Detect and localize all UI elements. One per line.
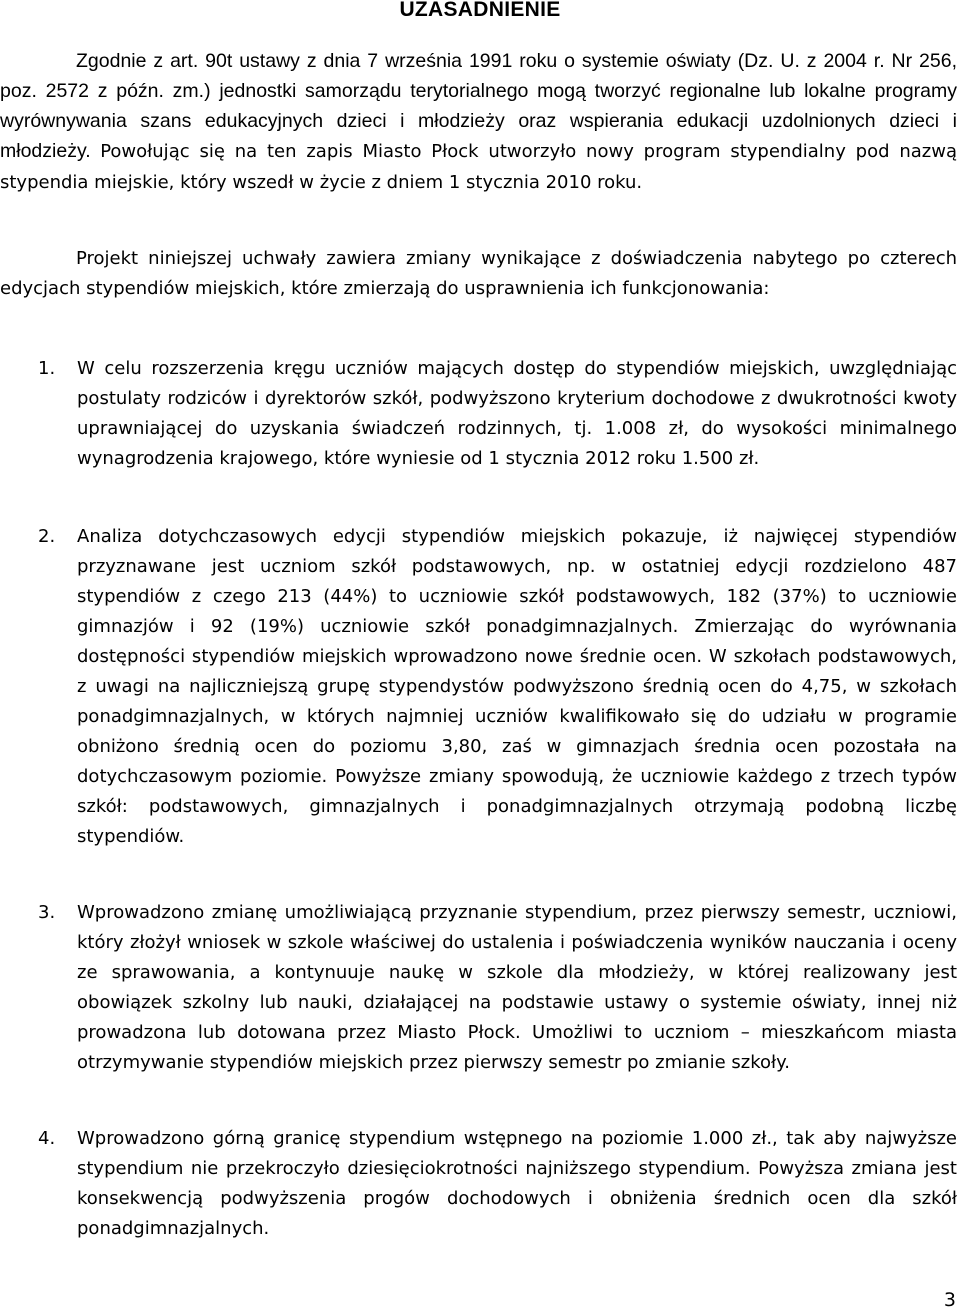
list-item-text: Wprowadzono zmianę umożliwiającą przyznanie stypendium, przez pierwszy semestr, uczniowi, który złożył wniosek w szkole właściwej do ustalenia i poświadczenia wyników nauczania i oceny ze sprawowania, a kontynuuje naukę w szkole dla młodzieży, w której realizowany jest obowiązek szkolny lub nauki, działającej na podstawie ustawy o systemie oświaty, innej niż prowadzona lub dotowana przez Miasto Płock. Umożliwi to uczniom – mieszkańcom miasta otrzymywanie stypendiów miejskich przez pierwszy semestr po zmianie szkoły.: [77, 902, 957, 1073]
list-item-text: Wprowadzono górną granicę stypendium wstępnego na poziomie 1.000 zł., tak aby najwyższe stypendium nie przekroczyło dziesięciokrotności najniższego stypendium. Powyższa zmiana jest konsekwencją podwyższenia progów dochodowych i obniżenia średnich ocen dla szkół ponadgimnazjalnych.: [77, 1128, 957, 1239]
intro-paragraph: [0, 46, 957, 198]
project-paragraph: [0, 244, 957, 304]
page-number: 3: [943, 1289, 956, 1311]
intro-program-text: Powołując się na ten zapis Miasto Płock utworzyło nowy program stypendialny pod nazwą stypendia miejskie, który wszedł w życie z dniem 1 stycznia 2010 roku.: [0, 141, 958, 193]
list-item-text: W celu rozszerzenia kręgu uczniów mających dostęp do stypendiów miejskich, uwzględniając postulaty rodziców i dyrektorów szkół, podwyższono kryterium dochodowe z dwukrotności kwoty uprawniającej do uzyskania świadczeń rodzinnych, tj. 1.008 zł, do wysokości minimalnego wynagrodzenia krajowego, które wyniesie od 1 stycznia 2012 roku 1.500 zł.: [77, 358, 957, 469]
list-item-number: 4.: [38, 1128, 56, 1149]
list-item: [0, 898, 957, 1078]
document-title: UZASADNIENIE: [399, 0, 561, 21]
intro-legal-basis-text: Zgodnie z art. 90t ustawy z dnia 7 września 1991 roku o systemie oświaty (Dz. U. z 2004 r. Nr 256, poz. 2572 z późn. zm.) jednostki samorządu terytorialnego mogą tworzyć regionalne lub lokalne programy wyrównywania szans edukacyjnych dzieci i młodzieży oraz wspierania edukacji uzdolnionych dzieci i młodzieży.: [0, 50, 957, 162]
list-item-number: 1.: [38, 358, 56, 379]
list-item: [0, 522, 957, 852]
list-item-text: Analiza dotychczasowych edycji stypendiów miejskich pokazuje, iż najwięcej stypendiów przyznawane jest uczniom szkół podstawowych, np. w ostatniej edycji rozdzielono 487 stypendiów z czego 213 (44%) to uczniowie szkół podstawowych, 182 (37%) to uczniowie gimnazjów i 92 (19%) uczniowie szkół ponadgimnazjalnych. Zmierzając do wyrównania dostępności stypendiów miejskich wprowadzono nowe średnie ocen. W szkołach podstawowych, z uwagi na najliczniejszą grupę stypendystów podwyższono średnią ocen do 4,75, w szkołach ponadgimnazjalnych, w których najmniej uczniów kwalifikowało się do udziału w programie obniżono średnią ocen do poziomu 3,80, zaś w gimnazjach średnia ocen pozostała na dotychczasowym poziomie. Powyższe zmiany spowodują, że uczniowie każdego z trzech typów szkół: podstawowych, gimnazjalnych i ponadgimnazjalnych otrzymają podobną liczbę stypendiów.: [77, 526, 957, 847]
list-item: [0, 1124, 957, 1244]
list-item-number: 2.: [38, 526, 56, 547]
project-paragraph-text: Projekt niniejszej uchwały zawiera zmiany wynikające z doświadczenia nabytego po czterech edycjach stypendiów miejskich, które zmierzają do usprawnienia ich funkcjonowania:: [0, 248, 957, 299]
list-item: [0, 354, 957, 474]
list-item-number: 3.: [38, 902, 56, 923]
